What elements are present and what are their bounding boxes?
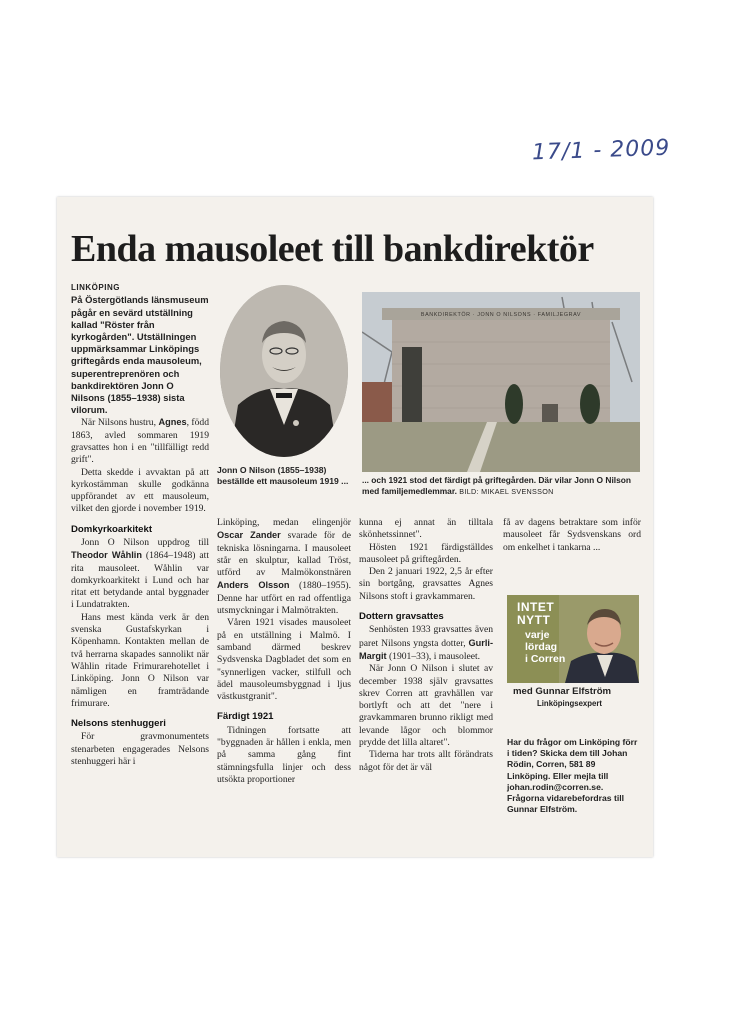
headline: Enda mausoleet till bankdirektör [71,228,594,270]
portrait-photo [220,285,348,457]
paragraph: När Jonn O Nilson i slutet av december 1938 själv gravsattes skrev Corren att gravhällen var bortlyft och att det "nere i gravkammaren brunno rikligt med levande lågor och blommor prydde det lilla altaret". [359,663,493,749]
dateline: LINKÖPING [71,283,120,292]
handwritten-date: 17/1 - 2009 [531,135,671,166]
mausoleum-inscription: BANKDIREKTÖR · JONN O NILSONS · FAMILJEGRAV [420,312,582,318]
photo-credit: BILD: MIKAEL SVENSSON [459,486,554,496]
paragraph: kunna ej annat än tilltala skönhetssinnet". [359,517,493,541]
paragraph: Hans mest kända verk är den svenska Gustafskyrkan i Köpenhamn. Kontakten mellan de två herrarna skapades sannolikt när Wåhlin ritade Frimurarehotellet i Linköping. Jonn O Nilson var nämligen en framträdande frimurare. [71,611,209,709]
promo-title: INTET NYTT [517,600,555,627]
paragraph: Linköping, medan elingenjör Oscar Zander svarade för de tekniska lösningarna. I mausoleet står en skulptur, kallad Tröst, utförd av Malmökonstnären Anders Olsson (1880–1955). Denne har utfört en rad offentliga utsmyckningar i Malmötrakten. [217,517,352,617]
reader-question-box: Har du frågor om Linköping förr i tiden? Skicka dem till Johan Rödin, Corren, 581 89 Linköping. Eller mejla till johan.rodin@corren.se. Frågorna vidarebefordras till Gunnar Elfström. [507,737,638,815]
article-column-1 [71,282,209,768]
article-column-3 [359,517,493,774]
promo-schedule: varje lördag i Corren [525,629,566,665]
paragraph: Den 2 januari 1922, 2,5 år efter sin bortgång, gravsattes Agnes Nilsons stoft i gravkammaren. [359,566,493,602]
photo-caption: ... och 1921 stod det färdigt på griftegården. Där vilar Jonn O Nilson med familjemedlemmar. BILD: MIKAEL SVENSSON [362,475,631,496]
paragraph: Detta skedde i avvaktan på att kyrkostämman skulle godkänna uppförandet av ett mausoleum, vilket den gjorde i november 1919. [71,466,209,515]
newspaper-clipping [57,197,653,857]
article-column-4 [503,517,641,554]
subheading: Nelsons stenhuggeri [71,718,166,730]
mausoleum-image [362,292,640,472]
paragraph: få av dagens betraktare som inför mausoleet får Sydsvenskans ord om enkelhet i tankarna ... [503,517,641,553]
mausoleum-photo [362,292,640,472]
paragraph: Tidningen fortsatte att "byggnaden är hållen i enkla, men på samma gång fint stämningsfulla linjer och dess utsökta proportioner [217,724,351,785]
columnist-name: med Gunnar Elfström [513,686,612,697]
paragraph: Jonn O Nilson uppdrog till Theodor Wåhlin (1864–1948) att rita mausoleet. Wåhlin var domkyrkoarkitekt i Lund och har ritat ett betydande antal byggnader i Lundatrakten. [71,537,209,611]
paragraph: Senhösten 1933 gravsattes även paret Nilsons yngsta dotter, Gurli-Margit (1901–33), i mausoleet. [359,624,493,662]
columnist-role: Linköpingsexpert [537,699,602,708]
lede: På Östergötlands länsmuseum pågår en sevärd utställning kallad "Röster från kyrkogården". Utställningen uppmärksammar Linköpings griftegårds enda mausoleum, superentreprenören och bankdirektören Jonn O Nilsons (1855–1938) sista vilorum. [71,294,209,416]
paragraph: Tiderna har trots allt förändrats något för det är väl [359,749,493,773]
subheading: Dottern gravsattes [359,611,444,623]
subheading: Färdigt 1921 [217,711,274,723]
article-column-2 [217,517,351,786]
portrait-caption: Jonn O Nilson (1855–1938) beställde ett mausoleum 1919 ... [217,465,349,486]
man-portrait-image [220,285,348,457]
columnist-photo [559,595,639,683]
columnist-promo [507,595,639,713]
paragraph: Hösten 1921 färdigställdes mausoleet på griftegården. [359,541,493,565]
subheading: Domkyrkoarkitekt [71,523,153,535]
promo-box [507,595,639,683]
paragraph: När Nilsons hustru, Agnes, född 1863, avled sommaren 1919 gravsattes hon i en "tillfälligt redd grift". [71,417,210,466]
paragraph: För gravmonumentets stenarbeten engagerades Nelsons stenhuggeri här i [71,731,209,768]
paragraph: Våren 1921 visades mausoleet på en utställning i Malmö. I samband därmed beskrev Sydsvenska Dagbladet det som en "synnerligen vacker, stilfull och ädel mausoleumsbyggnad i ljus västkustgranit". [217,617,351,703]
